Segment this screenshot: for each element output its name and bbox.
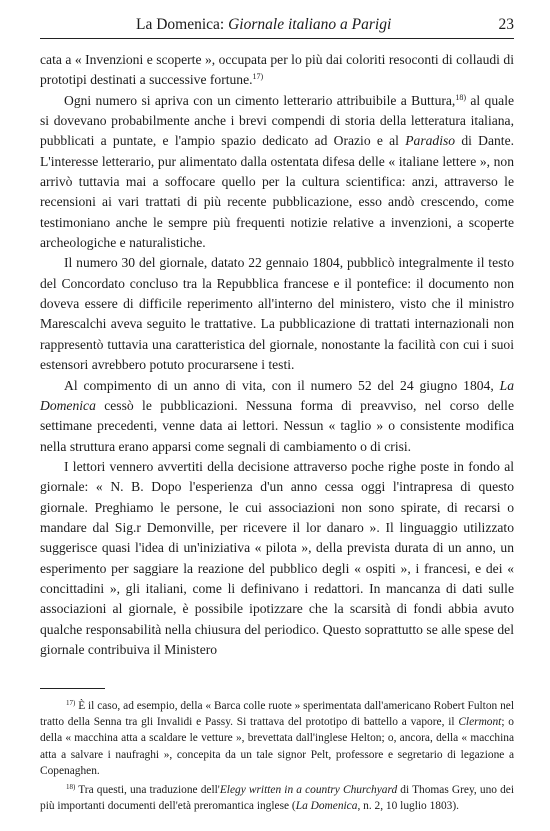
paragraph — [40, 91, 514, 254]
text-run: Il numero 30 del giornale, datato 22 gennaio 1804, pubblicò integralmente il testo del Concordato concluso tra la Repubblica francese e il pontefice: il documento non doveva essere di difficile reperimento all'interno del ministero, visto che il ministro Marescalchi aveva seguito le trattative. La pubblicazione di trattati internazionali non rappresentò tuttavia una caratteristica del giornale, nonostante la facilità con cui i suoi estensori avrebbero potuto procurarsene i testi. — [40, 255, 514, 373]
paragraph — [40, 457, 514, 660]
footnotes — [40, 698, 514, 817]
text-run: Ogni numero si apriva con un cimento letterario attribuibile a Buttura, — [64, 92, 456, 108]
text-run: di Dante. L'interesse letterario, pur alimentato dalla ostentata difesa delle « italiane lettere », non arrivò tuttavia mai a soffocare quello per la cultura scientifica: anzi, attraverso le recensioni ai vari trattati di più recente pubblicazione, esso andò crescendo, come testimoniano anche le sempre più frequenti notizie relative a invenzioni, a scoperte archeologiche e naturalistiche. — [40, 133, 515, 251]
italic-text: La Domenica — [295, 800, 358, 813]
text-run: cessò le pubblicazioni. Nessuna forma di preavviso, nel corso delle settimane precedenti, venne data ai lettori. Nessun « taglio » o consistente modifica nella struttura erano apparsi come segnali di cambiamento o di crisi. — [40, 397, 514, 454]
footnote — [40, 782, 514, 814]
text-run: È il caso, ad esempio, della « Barca colle ruote » sperimentata dall'americano Robert Fulton nel tratto della Senna tra gli Invalidi e Passy. Si trattava del prototipo di battello a vapore, il — [40, 700, 514, 729]
footnote-ref: 18) — [66, 783, 76, 792]
body-text — [40, 50, 514, 660]
italic-text: Clermont — [458, 716, 502, 729]
text-run: Al compimento di un anno di vita, con il numero 52 del 24 giugno 1804, — [64, 377, 500, 393]
text-run: cata a « Invenzioni e scoperte », occupata per lo più dai coloriti resoconti di collaudi di prototipi destinati a successive fortune. — [40, 52, 514, 88]
footnote-ref: 17) — [66, 699, 76, 707]
running-header — [40, 12, 514, 39]
paragraph — [40, 50, 514, 91]
running-title-prefix: La Domenica: — [136, 16, 229, 33]
paragraph — [40, 376, 514, 457]
text-run: ; o della « macchina atta a scaldare le vetture », brevettata dall'inglese Helton; o, ancora, della « macchina atta a salvare i naufraghi », concepita da un tale signor Pelt, professore e segretario di legazione a Copenaghen. — [40, 716, 514, 777]
text-run: di Thomas Grey, uno dei più importanti documenti dell'età preromantica inglese ( — [40, 784, 514, 813]
paragraph — [40, 253, 514, 375]
text-run: al quale si dovevano probabilmente anche i brevi compendi di storia della letteratura italiana, pubblicati a puntate, e l'ampio spazio dedicato ad Orazio e al — [40, 92, 514, 149]
text-run: I lettori vennero avvertiti della decisione attraverso poche righe poste in fondo al giornale: « N. B. Dopo l'esperienza d'un anno cessa oggi l'intrapresa di questo giornale. Preghiamo le persone, le cui associazioni non sono spirate, di recarsi o mandare dal Sig.r Demonville, per ricevere il lor danaro ». Il linguaggio utilizzato suggerisce quasi l'idea di un'iniziativa « pilota », della prevista durata di un anno, un esperimento per saggiare la reazione del pubblico degli « ospiti », i francesi, e dei « concittadini », gli italiani, come li definivano i redattori. In mancanza di dati sulle associazioni al giornale, è possibile ipotizzare che la scarsità di fondi abbia avuto qualche responsabilità nella chiusura del periodico. Questo soprattutto se alle spese del giornale contribuiva il Ministero — [40, 458, 514, 657]
italic-text: Paradiso — [405, 133, 456, 149]
footnote-ref: 17) — [252, 72, 264, 82]
page-number: 23 — [498, 16, 514, 33]
footnote-ref: 18) — [455, 92, 467, 102]
footnote-separator — [40, 688, 105, 689]
running-title-italic: Giornale italiano a Parigi — [228, 16, 392, 33]
running-title — [136, 12, 391, 38]
italic-text: La Domenica — [40, 377, 514, 413]
text-run: Tra questi, una traduzione dell' — [75, 784, 220, 797]
text-run: , n. 2, 10 luglio 1803). — [357, 800, 460, 813]
italic-text: Elegy written in a country Churchyard — [219, 784, 398, 797]
footnote — [40, 698, 514, 779]
